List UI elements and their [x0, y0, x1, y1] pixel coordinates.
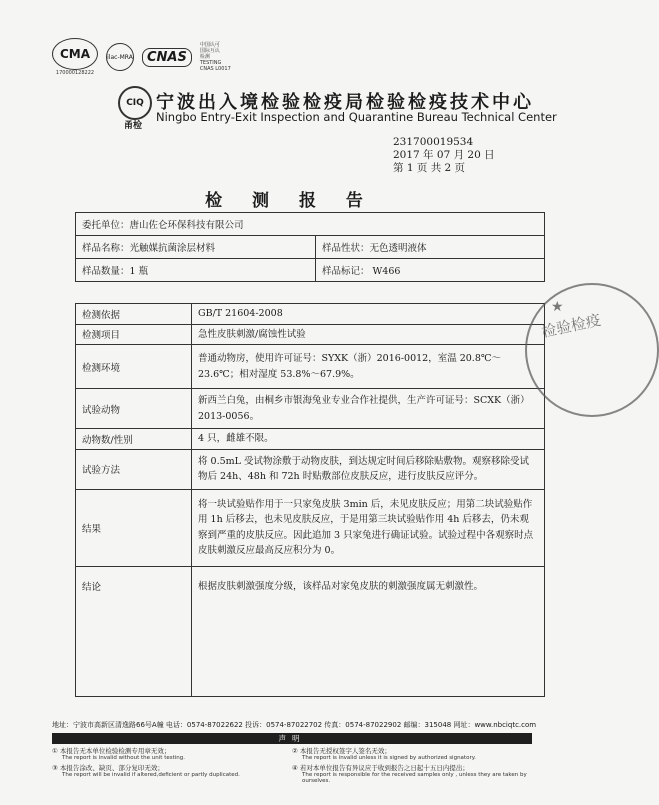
cma-logo [52, 38, 98, 76]
organization-name-en: Ningbo Entry-Exit Inspection and Quarantine Bureau Technical Center [156, 110, 557, 124]
table-row [76, 213, 545, 236]
client-cell: 委托单位：唐山佐仑环保科技有限公司 [76, 213, 545, 236]
row-key: 结论 [76, 566, 192, 696]
table-row [76, 236, 545, 259]
table-row [76, 304, 545, 325]
cma-mark: CMA [52, 38, 98, 70]
row-key: 结果 [76, 489, 192, 566]
organization-name-cn: 宁波出入境检验检疫局检验检疫技术中心 [156, 92, 534, 113]
row-value: 急性皮肤刺激/腐蚀性试验 [192, 324, 545, 345]
sample-info-table [75, 212, 545, 282]
declaration-header: 声明 [52, 733, 532, 744]
row-key: 动物数/性别 [76, 429, 192, 450]
row-value: 普通动物房，使用许可证号：SYXK（浙）2016-0012，室温 20.8℃～23.6℃；相对湿度 53.8%～67.9%。 [192, 345, 545, 389]
cnas-caption: 中国认可 国际互认 检测 TESTING CNAS L0017 [199, 42, 231, 72]
cma-number: 170000128222 [55, 70, 95, 76]
row-value: 将一块试验贴作用于一只家兔皮肤 3min 后，未见皮肤反应；用第二块试验贴作用 1h 后移去，也未见皮肤反应，于是用第三块试验贴作用 4h 后移去，仍未观察到严重的皮肤反应。因此追加 3 只家兔进行确证试验。试验过程中各观察时点皮肤刺激反应最高反应积分为 0。 [192, 489, 545, 566]
table-row [76, 324, 545, 345]
results-table [75, 303, 545, 697]
report-date: 2017 年 07 月 20 日 [393, 149, 495, 161]
row-key: 检测项目 [76, 324, 192, 345]
note-item: ③ 本报告涂改、缺页、部分复印无效； The report will be invalid if altered,deficient or partly duplicated. [52, 764, 240, 778]
declaration-notes [52, 746, 532, 784]
note-item: ② 本报告无授权签字人签名无效； The report is invalid unless it is signed by authorized signatory. [292, 747, 476, 761]
cnas-logo: CNAS [142, 48, 192, 67]
report-number: 231700019534 [393, 136, 474, 148]
table-row [76, 259, 545, 282]
official-seal [525, 283, 659, 417]
row-value: 新西兰白兔，由桐乡市银海兔业专业合作社提供，生产许可证号：SCXK（浙）2013-0056。 [192, 389, 545, 429]
table-row [76, 345, 545, 389]
page-indicator: 第 1 页 共 2 页 [393, 162, 466, 174]
sample-qty-cell: 样品数量：1 瓶 [76, 259, 316, 282]
ilac-logo: ilac-MRA [106, 43, 134, 71]
table-row [76, 429, 545, 450]
table-row [76, 449, 545, 489]
report-title: 检 测 报 告 [205, 191, 375, 211]
row-value: 将 0.5mL 受试物涂敷于动物皮肤，到达规定时间后移除贴敷物。观察移除受试物后 24h、48h 和 72h 时贴敷部位皮肤反应，进行皮肤反应评分。 [192, 449, 545, 489]
row-key: 检测依据 [76, 304, 192, 325]
note-item: ① 本报告无本单位检验检测专用章无效； The report is invalid without the unit testing. [52, 747, 186, 761]
sample-name-cell: 样品名称：光触媒抗菌涂层材料 [76, 236, 316, 259]
emblem-caption: 甬检 [124, 121, 143, 131]
row-key: 检测环境 [76, 345, 192, 389]
row-value: 4 只，雌雄不限。 [192, 429, 545, 450]
sample-mark-cell: 样品标记： W466 [316, 259, 545, 282]
table-row [76, 489, 545, 566]
table-row [76, 389, 545, 429]
row-key: 试验方法 [76, 449, 192, 489]
footer-address: 地址：宁波市高新区清逸路66号A幢 电话：0574-87022622 投诉：0574-87022702 传真：0574-87022902 邮编：315048 网址：www.nbciqtc.com [52, 721, 537, 729]
ciq-emblem-icon: CIQ [118, 86, 152, 120]
sample-nature-cell: 样品性状：无色透明液体 [316, 236, 545, 259]
seal-star-icon: ★ [551, 299, 564, 315]
certification-logos [52, 38, 231, 76]
row-value: 根据皮肤刺激强度分级，该样品对家兔皮肤的刺激强度属无刺激性。 [192, 566, 545, 696]
row-key: 试验动物 [76, 389, 192, 429]
table-row [76, 566, 545, 696]
row-value: GB/T 21604-2008 [192, 304, 545, 325]
report-meta [393, 136, 495, 175]
seal-text: 检验检疫 [539, 310, 603, 342]
note-item: ④ 若对本单位报告有异议应于收到报告之日起十五日内提出； The report is responsible for the received samples only , unless they are taken by ourselves. [292, 764, 527, 784]
